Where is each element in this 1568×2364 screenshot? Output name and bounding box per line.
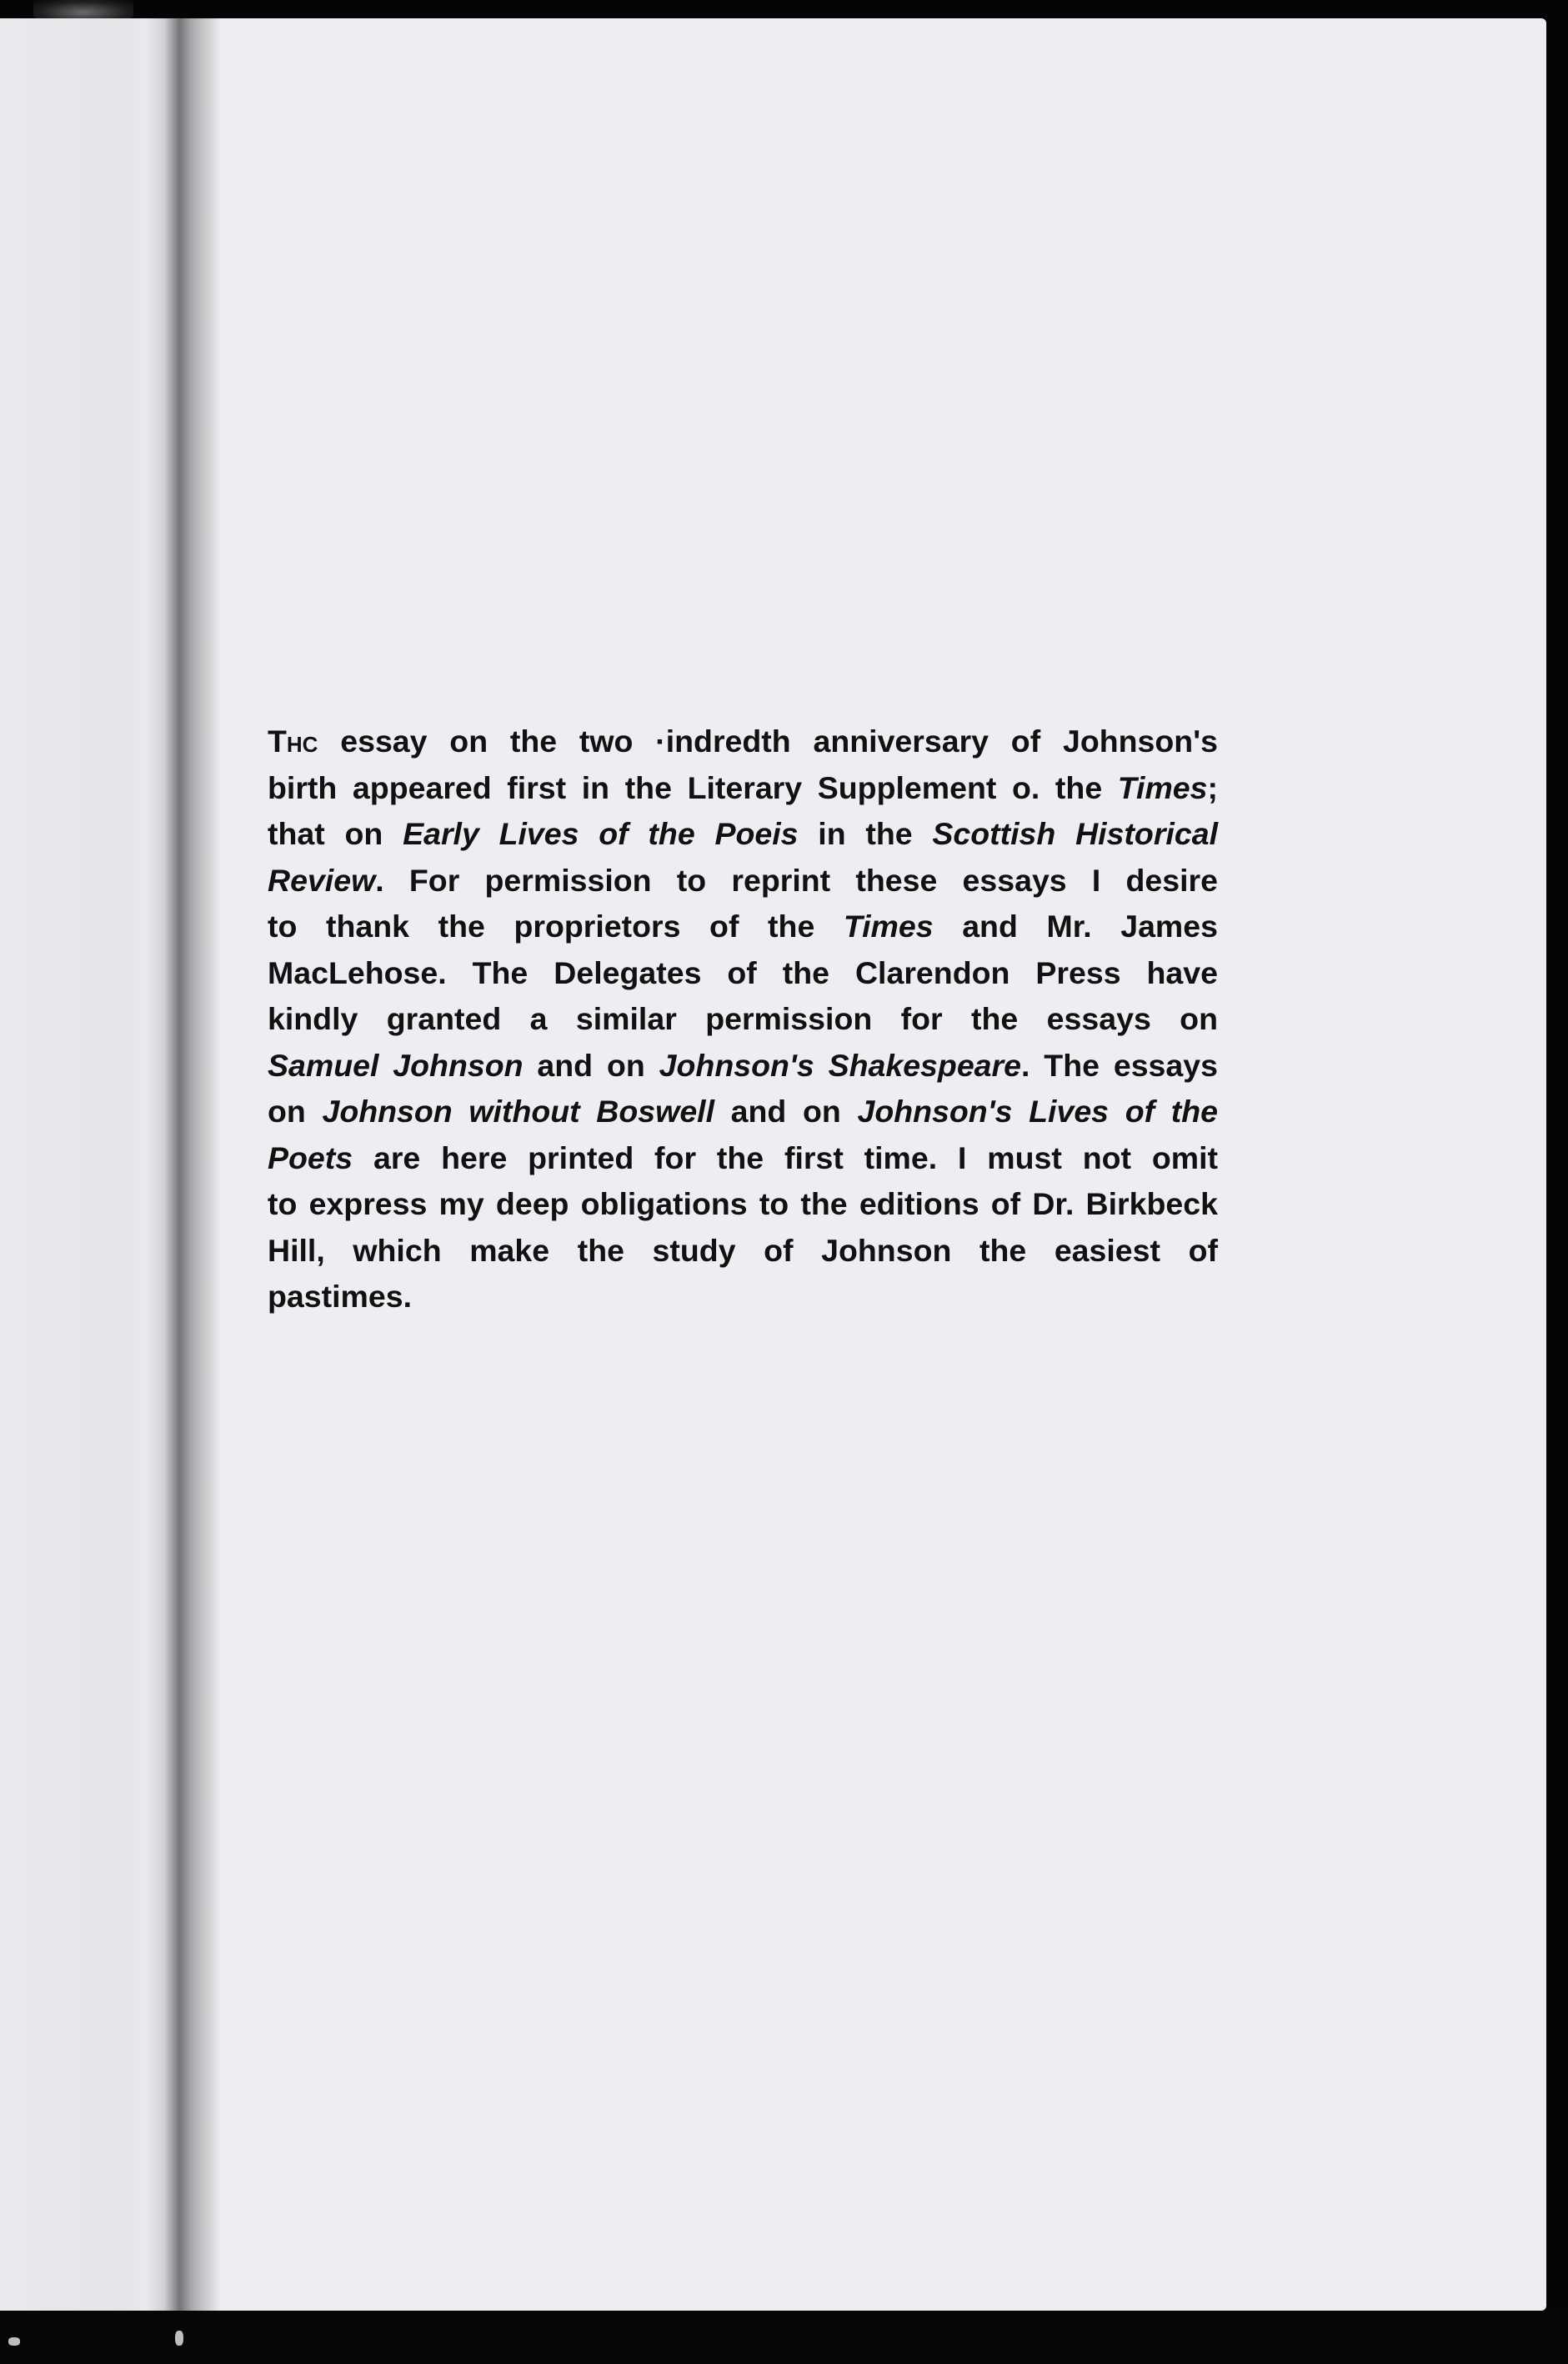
bottom-edge — [0, 2311, 1568, 2364]
bottom-speck — [175, 2331, 183, 2346]
bottom-speck — [8, 2337, 20, 2346]
text-line: kindly granted a similar permission for the essays on — [268, 1001, 1218, 1036]
text-line: Hill, which make the study of Johnson the easiest of — [268, 1232, 1218, 1268]
text-line: that on Early Lives of the Poeis in the Scottish Historical — [268, 816, 1218, 851]
text-line: on Johnson without Boswell and on Johnson's Lives of the — [268, 1094, 1218, 1129]
text-line: MacLehose. The Delegates of the Clarendon Press have — [268, 954, 1218, 990]
text-line: to thank the proprietors of the Times and Mr. James — [268, 909, 1218, 944]
preface-paragraph — [268, 719, 1218, 1320]
text-line: to express my deep obligations to the editions of Dr. Birkbeck — [268, 1186, 1218, 1221]
gutter-shadow — [146, 18, 221, 2311]
text-line: Review. For permission to reprint these essays I desire — [268, 862, 1218, 898]
text-line: Thc essay on the two ·indredth anniversary of Johnson's — [268, 724, 1218, 759]
text-line: Poets are here printed for the first time. I must not omit — [268, 1139, 1218, 1175]
text-line: pastimes. — [268, 1279, 412, 1314]
text-line: birth appeared first in the Literary Supplement o. the Times; — [268, 769, 1218, 805]
text-line: Samuel Johnson and on Johnson's Shakespeare. The essays — [268, 1047, 1218, 1083]
facing-page-edge — [0, 18, 158, 2311]
